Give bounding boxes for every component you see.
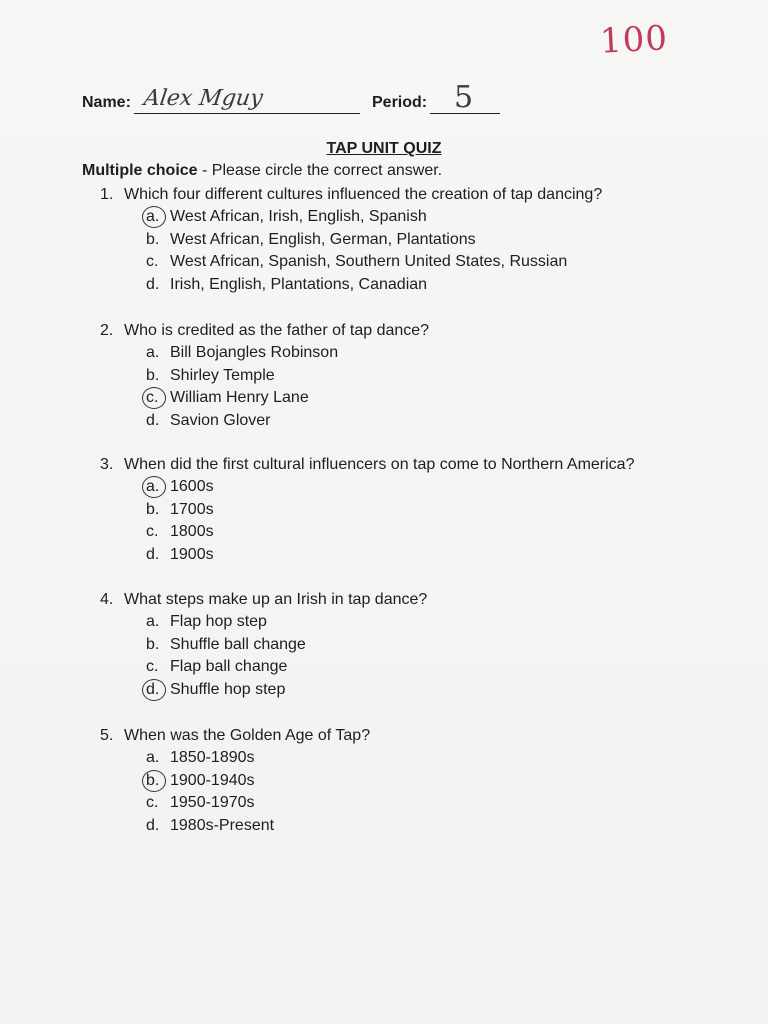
period-label: Period:	[372, 94, 428, 111]
option-letter: d.	[146, 679, 170, 702]
answer-option[interactable]	[100, 251, 602, 274]
question-text: Which four different cultures influenced the creation of tap dancing?	[124, 186, 603, 203]
period-underline	[430, 113, 500, 114]
name-underline	[134, 113, 360, 114]
answer-option[interactable]	[100, 815, 370, 838]
option-text: Bill Bojangles Robinson	[170, 344, 339, 361]
option-letter: a.	[146, 206, 170, 229]
question-2	[100, 320, 429, 432]
option-text: Irish, English, Plantations, Canadian	[170, 275, 428, 293]
option-text: 1850-1890s	[170, 749, 255, 766]
option-text: 1980s-Present	[170, 816, 275, 834]
question-number: 4.	[100, 591, 114, 608]
quiz-title: TAP UNIT QUIZ	[326, 140, 442, 157]
question-stem	[100, 589, 427, 611]
answer-circle-mark	[142, 387, 166, 409]
answer-option[interactable]	[100, 544, 634, 567]
question-number: 3.	[100, 456, 114, 473]
option-letter: d.	[146, 275, 160, 293]
answer-option[interactable]	[100, 792, 370, 815]
option-text: Shuffle hop step	[170, 680, 286, 698]
answer-option[interactable]	[100, 410, 429, 433]
name-label: Name:	[82, 94, 131, 111]
answer-option[interactable]	[100, 342, 429, 365]
answer-circle-mark	[142, 206, 166, 228]
answer-option[interactable]	[100, 229, 602, 252]
question-stem	[100, 725, 370, 747]
grade-mark: 100	[598, 18, 669, 62]
question-stem	[100, 320, 429, 342]
option-text: 1900-1940s	[170, 771, 255, 789]
option-text: Flap hop step	[170, 613, 267, 630]
answer-option[interactable]	[100, 611, 427, 634]
question-number: 5.	[100, 727, 114, 744]
option-letter: a.	[146, 749, 160, 766]
question-1	[100, 184, 602, 296]
option-text: Flap ball change	[170, 658, 288, 675]
instructions-text: - Please circle the correct answer.	[197, 162, 443, 179]
option-letter: a.	[146, 476, 170, 499]
option-letter: c.	[146, 523, 159, 540]
option-text: 1800s	[170, 523, 214, 540]
question-text: What steps make up an Irish in tap dance?	[124, 591, 428, 608]
option-letter: c.	[146, 658, 159, 675]
option-text: 1950-1970s	[170, 794, 255, 811]
option-letter: c.	[146, 387, 170, 410]
option-text: 1600s	[170, 478, 214, 495]
answer-option[interactable]	[100, 679, 427, 702]
option-letter: b.	[146, 635, 160, 653]
option-text: Shuffle ball change	[170, 635, 306, 653]
question-number: 2.	[100, 322, 114, 339]
option-letter: a.	[146, 344, 160, 361]
question-4	[100, 589, 427, 701]
answer-option[interactable]	[100, 274, 602, 297]
answer-option[interactable]	[100, 770, 370, 793]
option-letter: d.	[146, 816, 160, 834]
answer-circle-mark	[142, 476, 166, 498]
answer-option[interactable]	[100, 747, 370, 770]
option-text: 1700s	[170, 500, 214, 518]
period-value: 5	[454, 80, 474, 115]
answer-option[interactable]	[100, 387, 429, 410]
option-letter: d.	[146, 411, 160, 429]
question-text: Who is credited as the father of tap dance?	[124, 322, 430, 339]
student-info-row	[82, 80, 522, 120]
option-text: West African, Irish, English, Spanish	[170, 208, 427, 225]
option-text: William Henry Lane	[170, 389, 309, 406]
option-text: West African, English, German, Plantations	[170, 230, 476, 248]
instructions-heading: Multiple choice	[82, 162, 198, 179]
option-text: Shirley Temple	[170, 366, 275, 384]
name-value: Alex Mguy	[142, 86, 265, 111]
answer-option[interactable]	[100, 634, 427, 657]
question-text: When did the first cultural influencers on tap come to Northern America?	[124, 456, 635, 473]
option-letter: b.	[146, 500, 160, 518]
question-3	[100, 454, 634, 566]
question-5	[100, 725, 370, 837]
option-letter: c.	[146, 794, 159, 811]
question-stem	[100, 454, 634, 476]
question-number: 1.	[100, 186, 114, 203]
answer-option[interactable]	[100, 206, 602, 229]
option-text: Savion Glover	[170, 411, 271, 429]
option-text: 1900s	[170, 545, 214, 563]
answer-circle-mark	[142, 770, 166, 792]
option-text: West African, Spanish, Southern United States, Russian	[170, 253, 568, 270]
answer-option[interactable]	[100, 476, 634, 499]
question-text: When was the Golden Age of Tap?	[124, 727, 371, 744]
option-letter: b.	[146, 770, 170, 793]
answer-option[interactable]	[100, 365, 429, 388]
question-stem	[100, 184, 602, 206]
option-letter: b.	[146, 366, 160, 384]
answer-circle-mark	[142, 679, 166, 701]
option-letter: c.	[146, 253, 159, 270]
option-letter: d.	[146, 545, 160, 563]
answer-option[interactable]	[100, 499, 634, 522]
answer-option[interactable]	[100, 521, 634, 544]
option-letter: b.	[146, 230, 160, 248]
option-letter: a.	[146, 613, 160, 630]
instructions	[82, 162, 442, 180]
answer-option[interactable]	[100, 656, 427, 679]
